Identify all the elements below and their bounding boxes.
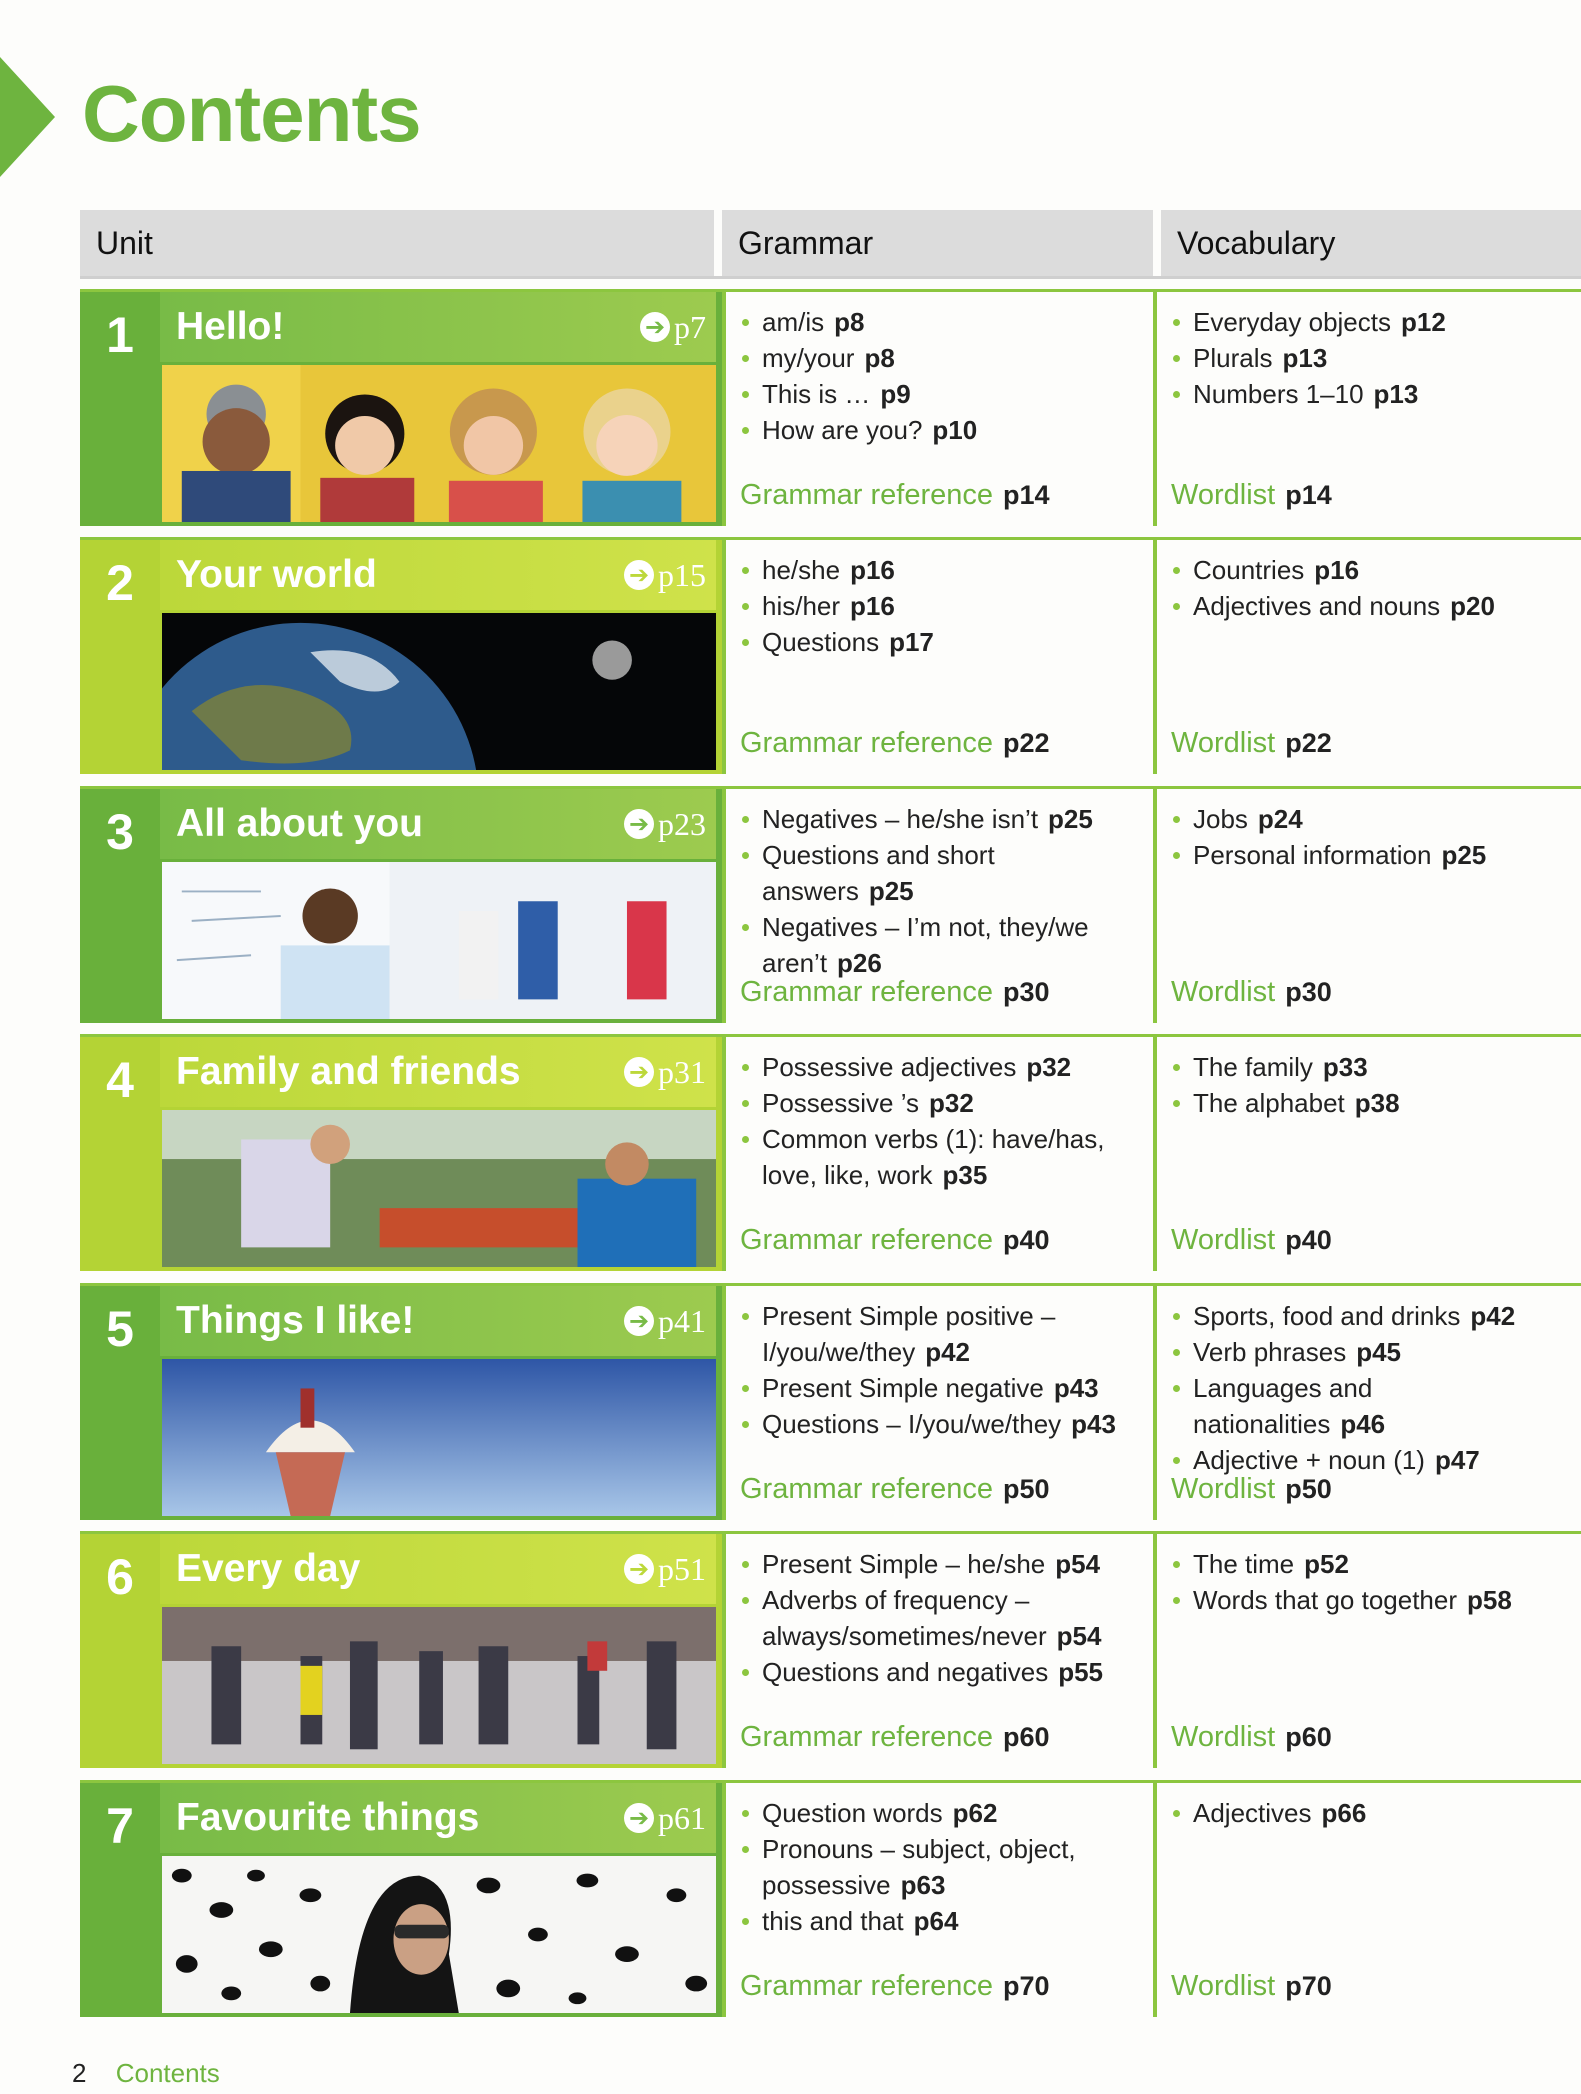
vocabulary-item-text: Countries	[1193, 555, 1305, 585]
vocabulary-list	[1171, 1298, 1569, 1478]
unit-title-bar	[160, 1534, 716, 1604]
unit-title-bar	[160, 1286, 716, 1356]
wordlist-page: p40	[1285, 1225, 1332, 1255]
vocabulary-item-text: The alphabet	[1193, 1088, 1345, 1118]
unit-panel	[80, 540, 722, 774]
unit-photo	[162, 862, 716, 1019]
grammar-list	[740, 552, 1141, 660]
vocabulary-item	[1171, 837, 1569, 873]
wordlist-link[interactable]	[1171, 976, 1332, 1009]
wordlist-label: Wordlist	[1171, 727, 1276, 759]
grammar-item-page: p17	[889, 627, 934, 657]
grammar-item-text: Adverbs of frequency – always/sometimes/never	[762, 1585, 1047, 1651]
grammar-item-page: p26	[837, 948, 882, 978]
wordlist-link[interactable]	[1171, 727, 1332, 760]
grammar-item-page: p9	[880, 379, 911, 409]
grammar-reference-page: p70	[1003, 1971, 1050, 2001]
grammar-item	[740, 1049, 1141, 1085]
page-footer	[72, 2058, 220, 2089]
grammar-item-text: This is …	[762, 379, 871, 409]
unit-page-link[interactable]	[624, 806, 716, 843]
vocabulary-item	[1171, 340, 1569, 376]
vocabulary-item-page: p66	[1321, 1798, 1367, 1828]
vocabulary-item	[1171, 1582, 1569, 1618]
unit-panel	[80, 1783, 722, 2017]
grammar-column	[722, 1534, 1153, 1768]
vocabulary-item	[1171, 376, 1569, 412]
grammar-item	[740, 304, 1141, 340]
wordlist-page: p14	[1285, 480, 1332, 510]
unit-start-page: p41	[658, 1302, 706, 1339]
wordlist-page: p60	[1285, 1722, 1332, 1752]
grammar-reference-link[interactable]	[740, 1473, 1050, 1506]
grammar-reference-page: p50	[1003, 1474, 1050, 1504]
grammar-reference-label: Grammar reference	[740, 1473, 994, 1505]
grammar-item-text: Common verbs (1): have/has, love, like, work	[762, 1124, 1105, 1190]
grammar-item	[740, 1121, 1141, 1193]
unit-page-link[interactable]	[624, 1303, 716, 1340]
unit-row-4	[80, 1034, 1581, 1271]
wordlist-page: p70	[1285, 1971, 1332, 2001]
grammar-item-text: Possessive ’s	[762, 1088, 920, 1118]
arrow-right-icon: ➔	[624, 1057, 654, 1087]
grammar-item-page: p16	[850, 555, 895, 585]
grammar-item-text: Questions – I/you/we/they	[762, 1409, 1062, 1439]
grammar-item-text: he/she	[762, 555, 841, 585]
grammar-reference-label: Grammar reference	[740, 727, 994, 759]
grammar-item	[740, 1546, 1141, 1582]
grammar-item-page: p8	[834, 307, 865, 337]
unit-title-bar	[160, 1783, 716, 1853]
arrow-right-icon: ➔	[624, 1554, 654, 1584]
grammar-item-text: Questions and short answers	[762, 840, 995, 906]
grammar-reference-label: Grammar reference	[740, 1970, 994, 2002]
vocabulary-list	[1171, 801, 1569, 873]
grammar-reference-page: p30	[1003, 977, 1050, 1007]
arrow-right-icon: ➔	[624, 1803, 654, 1833]
grammar-item	[740, 588, 1141, 624]
unit-panel	[80, 789, 722, 1023]
vocabulary-column	[1153, 789, 1581, 1023]
grammar-column	[722, 789, 1153, 1023]
unit-start-page: p51	[658, 1550, 706, 1587]
vocabulary-item-page: p24	[1257, 804, 1303, 834]
vocabulary-item-text: Adjectives and nouns	[1193, 591, 1441, 621]
unit-title: Every day	[176, 1547, 361, 1590]
grammar-reference-label: Grammar reference	[740, 1721, 994, 1753]
wordlist-label: Wordlist	[1171, 976, 1276, 1008]
grammar-item-page: p54	[1055, 1549, 1101, 1579]
unit-panel	[80, 1037, 722, 1271]
vocabulary-item-text: Adjectives	[1193, 1798, 1312, 1828]
unit-photo	[162, 1856, 716, 2013]
vocabulary-item	[1171, 588, 1569, 624]
grammar-list	[740, 801, 1141, 981]
grammar-reference-page: p40	[1003, 1225, 1050, 1255]
grammar-item	[740, 1795, 1141, 1831]
vocabulary-item-page: p25	[1441, 840, 1487, 870]
grammar-list	[740, 1298, 1141, 1442]
unit-title: Your world	[176, 553, 377, 596]
grammar-reference-label: Grammar reference	[740, 1224, 994, 1256]
unit-row-2	[80, 537, 1581, 774]
wordlist-link[interactable]	[1171, 1473, 1332, 1506]
grammar-list	[740, 1795, 1141, 1939]
grammar-column	[722, 1783, 1153, 2017]
vocabulary-item-page: p13	[1282, 343, 1328, 373]
unit-title-bar	[160, 292, 716, 362]
vocabulary-item-page: p12	[1400, 307, 1446, 337]
header-vocabulary: Vocabulary	[1161, 210, 1581, 276]
grammar-item-page: p64	[913, 1906, 959, 1936]
grammar-item-page: p16	[850, 591, 895, 621]
header-unit: Unit	[80, 210, 714, 276]
page-title: Contents	[82, 69, 421, 158]
vocabulary-item-page: p46	[1340, 1409, 1386, 1439]
unit-photo	[162, 1359, 716, 1516]
vocabulary-item	[1171, 304, 1569, 340]
header-grammar: Grammar	[722, 210, 1153, 276]
grammar-item	[740, 340, 1141, 376]
grammar-item-text: Present Simple negative	[762, 1373, 1044, 1403]
vocabulary-item-text: The family	[1193, 1052, 1313, 1082]
unit-title-bar	[160, 789, 716, 859]
vocabulary-item-page: p58	[1467, 1585, 1512, 1615]
unit-number: 7	[106, 1798, 134, 1854]
vocabulary-list	[1171, 1795, 1569, 1831]
grammar-item-text: Pronouns – subject, object, possessive	[762, 1834, 1076, 1900]
wordlist-label: Wordlist	[1171, 1224, 1276, 1256]
grammar-item-page: p25	[1048, 804, 1093, 834]
wordlist-page: p50	[1285, 1474, 1332, 1504]
vocabulary-item	[1171, 1298, 1569, 1334]
grammar-item	[740, 1298, 1141, 1370]
grammar-item-page: p54	[1056, 1621, 1102, 1651]
vocabulary-item-text: Plurals	[1193, 343, 1273, 373]
grammar-item-page: p62	[952, 1798, 998, 1828]
unit-page-link[interactable]	[624, 1800, 716, 1837]
grammar-list	[740, 1049, 1141, 1193]
grammar-item-page: p10	[932, 415, 978, 445]
grammar-item-text: this and that	[762, 1906, 904, 1936]
wordlist-label: Wordlist	[1171, 1721, 1276, 1753]
wordlist-link[interactable]	[1171, 1224, 1332, 1257]
vocabulary-column	[1153, 540, 1581, 774]
grammar-reference-label: Grammar reference	[740, 479, 994, 511]
wordlist-page: p22	[1285, 728, 1332, 758]
wordlist-link[interactable]	[1171, 1970, 1332, 2003]
grammar-reference-link[interactable]	[740, 727, 1050, 760]
vocabulary-column	[1153, 1037, 1581, 1271]
vocabulary-item	[1171, 1085, 1569, 1121]
grammar-reference-link[interactable]	[740, 1970, 1050, 2003]
footer-label: Contents	[115, 2058, 220, 2088]
unit-title-bar	[160, 1037, 716, 1107]
grammar-list	[740, 304, 1141, 448]
corner-arrow-icon	[0, 57, 55, 177]
grammar-item-page: p25	[868, 876, 914, 906]
vocabulary-item	[1171, 1049, 1569, 1085]
grammar-reference-page: p14	[1003, 480, 1050, 510]
unit-row-5	[80, 1283, 1581, 1520]
vocabulary-item-text: The time	[1193, 1549, 1295, 1579]
grammar-column	[722, 540, 1153, 774]
vocabulary-item-text: Words that go together	[1193, 1585, 1458, 1615]
wordlist-label: Wordlist	[1171, 1970, 1276, 2002]
vocabulary-item-text: Personal information	[1193, 840, 1432, 870]
grammar-item	[740, 1406, 1141, 1442]
grammar-item	[740, 624, 1141, 660]
page-number: 2	[72, 2058, 87, 2088]
vocabulary-column	[1153, 1534, 1581, 1768]
grammar-item	[740, 909, 1141, 981]
vocabulary-item-page: p42	[1470, 1301, 1516, 1331]
grammar-item	[740, 1085, 1141, 1121]
vocabulary-item-page: p20	[1450, 591, 1495, 621]
unit-start-page: p23	[658, 805, 706, 842]
grammar-item	[740, 801, 1141, 837]
unit-photo	[162, 613, 716, 770]
unit-row-6	[80, 1531, 1581, 1768]
vocabulary-item-page: p16	[1314, 555, 1360, 585]
unit-panel	[80, 1286, 722, 1520]
grammar-reference-link[interactable]	[740, 1224, 1050, 1257]
grammar-reference-link[interactable]	[740, 479, 1050, 512]
vocabulary-item-text: Everyday objects	[1193, 307, 1391, 337]
unit-start-page: p15	[658, 556, 706, 593]
grammar-reference-label: Grammar reference	[740, 976, 994, 1008]
grammar-item-text: Questions and negatives	[762, 1657, 1049, 1687]
grammar-item	[740, 412, 1141, 448]
unit-start-page: p7	[674, 308, 706, 345]
grammar-item-page: p32	[1026, 1052, 1072, 1082]
grammar-item-text: am/is	[762, 307, 825, 337]
vocabulary-item-text: Adjective + noun (1)	[1193, 1445, 1425, 1475]
grammar-item-page: p35	[942, 1160, 988, 1190]
unit-panel	[80, 292, 722, 526]
vocabulary-item-page: p38	[1354, 1088, 1400, 1118]
grammar-item	[740, 1654, 1141, 1690]
grammar-item-page: p42	[925, 1337, 971, 1367]
vocabulary-item	[1171, 1546, 1569, 1582]
unit-row-7	[80, 1780, 1581, 2017]
grammar-list	[740, 1546, 1141, 1690]
grammar-reference-page: p60	[1003, 1722, 1050, 1752]
grammar-reference-page: p22	[1003, 728, 1050, 758]
unit-number: 6	[106, 1549, 134, 1605]
vocabulary-item-text: Languages and nationalities	[1193, 1373, 1373, 1439]
grammar-item-text: Question words	[762, 1798, 943, 1828]
vocabulary-list	[1171, 304, 1569, 412]
unit-number: 4	[106, 1052, 134, 1108]
grammar-item-page: p55	[1058, 1657, 1104, 1687]
unit-number: 5	[106, 1301, 134, 1357]
unit-start-page: p31	[658, 1053, 706, 1090]
vocabulary-item	[1171, 1795, 1569, 1831]
vocabulary-item-page: p47	[1434, 1445, 1480, 1475]
vocabulary-list	[1171, 552, 1569, 624]
arrow-right-icon: ➔	[640, 312, 670, 342]
vocabulary-column	[1153, 1783, 1581, 2017]
grammar-reference-link[interactable]	[740, 1721, 1050, 1754]
unit-page-link[interactable]	[624, 557, 716, 594]
vocabulary-item	[1171, 1370, 1569, 1442]
grammar-item-text: How are you?	[762, 415, 923, 445]
unit-page-link[interactable]	[624, 1551, 716, 1588]
grammar-item	[740, 1903, 1141, 1939]
grammar-item-text: Present Simple – he/she	[762, 1549, 1046, 1579]
vocabulary-item-text: Numbers 1–10	[1193, 379, 1364, 409]
grammar-column	[722, 1037, 1153, 1271]
unit-start-page: p61	[658, 1799, 706, 1836]
unit-number: 1	[106, 307, 134, 363]
grammar-item	[740, 1582, 1141, 1654]
unit-row-1	[80, 289, 1581, 526]
unit-number: 2	[106, 555, 134, 611]
grammar-item-page: p43	[1071, 1409, 1116, 1439]
vocabulary-item	[1171, 552, 1569, 588]
unit-row-3	[80, 786, 1581, 1023]
grammar-item	[740, 837, 1141, 909]
unit-title: All about you	[176, 802, 423, 845]
unit-title: Things I like!	[176, 1299, 415, 1342]
grammar-item	[740, 376, 1141, 412]
vocabulary-item-page: p52	[1304, 1549, 1349, 1579]
unit-number: 3	[106, 804, 134, 860]
wordlist-label: Wordlist	[1171, 1473, 1276, 1505]
grammar-item-text: Present Simple positive – I/you/we/they	[762, 1301, 1056, 1367]
unit-page-link[interactable]	[640, 309, 716, 346]
wordlist-link[interactable]	[1171, 479, 1332, 512]
unit-panel	[80, 1534, 722, 1768]
wordlist-label: Wordlist	[1171, 479, 1276, 511]
vocabulary-column	[1153, 292, 1581, 526]
vocabulary-item-text: Verb phrases	[1193, 1337, 1347, 1367]
grammar-reference-link[interactable]	[740, 976, 1050, 1009]
grammar-item-page: p32	[929, 1088, 974, 1118]
unit-photo	[162, 1607, 716, 1764]
arrow-right-icon: ➔	[624, 1306, 654, 1336]
grammar-column	[722, 1286, 1153, 1520]
arrow-right-icon: ➔	[624, 809, 654, 839]
grammar-item-page: p8	[864, 343, 895, 373]
grammar-item	[740, 1831, 1141, 1903]
grammar-item-page: p63	[900, 1870, 946, 1900]
vocabulary-item-page: p33	[1322, 1052, 1368, 1082]
vocabulary-list	[1171, 1546, 1569, 1618]
table-header	[80, 210, 1581, 279]
wordlist-link[interactable]	[1171, 1721, 1332, 1754]
grammar-item-text: my/your	[762, 343, 855, 373]
grammar-item-text: his/her	[762, 591, 841, 621]
vocabulary-column	[1153, 1286, 1581, 1520]
vocabulary-item-page: p45	[1356, 1337, 1402, 1367]
vocabulary-item-page: p13	[1373, 379, 1419, 409]
unit-title: Hello!	[176, 305, 285, 348]
unit-title-bar	[160, 540, 716, 610]
vocabulary-item-text: Jobs	[1193, 804, 1248, 834]
vocabulary-list	[1171, 1049, 1569, 1121]
wordlist-page: p30	[1285, 977, 1332, 1007]
unit-title: Family and friends	[176, 1050, 521, 1093]
grammar-item-text: Questions	[762, 627, 880, 657]
vocabulary-item-text: Sports, food and drinks	[1193, 1301, 1461, 1331]
grammar-item-text: Possessive adjectives	[762, 1052, 1017, 1082]
grammar-item-text: Negatives – he/she isn’t	[762, 804, 1039, 834]
grammar-item	[740, 1370, 1141, 1406]
vocabulary-item	[1171, 1334, 1569, 1370]
grammar-column	[722, 292, 1153, 526]
unit-page-link[interactable]	[624, 1054, 716, 1091]
vocabulary-item	[1171, 801, 1569, 837]
grammar-item-page: p43	[1053, 1373, 1099, 1403]
unit-photo	[162, 365, 716, 522]
unit-photo	[162, 1110, 716, 1267]
unit-title: Favourite things	[176, 1796, 480, 1839]
grammar-item	[740, 552, 1141, 588]
grammar-item-text: Negatives – I’m not, they/we aren’t	[762, 912, 1089, 978]
arrow-right-icon: ➔	[624, 560, 654, 590]
